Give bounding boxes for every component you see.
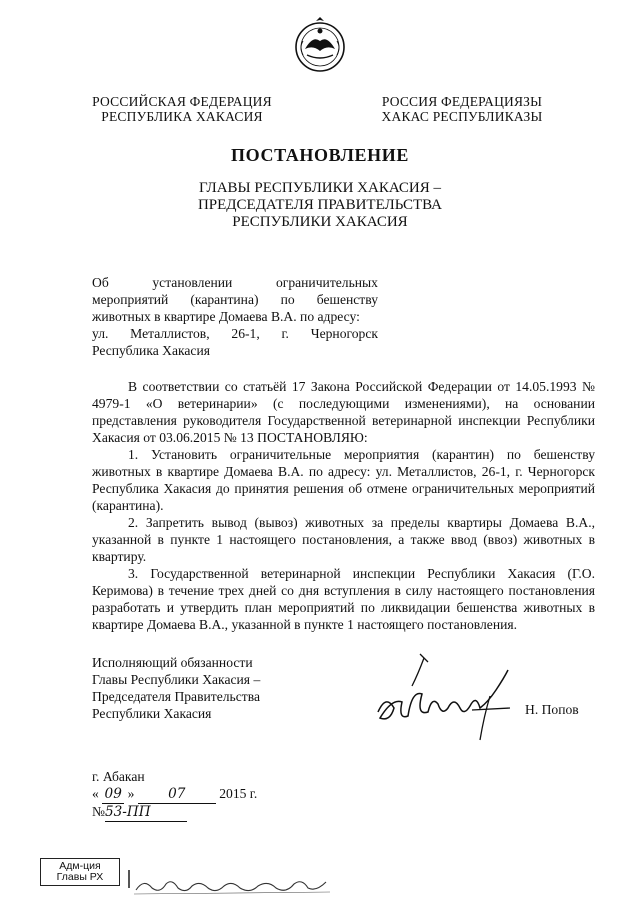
signatory-position [92, 654, 292, 722]
subject-word: по [280, 292, 295, 307]
date-year: 2015 г. [219, 786, 258, 801]
subject-word: Черногорск [310, 326, 378, 341]
header-left-line: РЕСПУБЛИКА ХАКАСИЯ [101, 109, 263, 124]
date-field [92, 785, 257, 804]
position-line: Республики Хакасия [92, 706, 212, 721]
item-1-paragraph: 1. Установить ограничительные мероприятия (карантин) по бешенству животных в квартире Домаева В.А. по адресу: ул. Металлистов, 26-1, г. Черногорск Республика Хакасия до принятия решения об отмене ограничительных мероприятий (карантина). [92, 447, 595, 513]
coat-of-arms-emblem [293, 15, 347, 75]
date-month: 07 [138, 786, 216, 804]
subtitle-line: РЕСПУБЛИКИ ХАКАСИЯ [232, 214, 408, 230]
subject-line: Республика Хакасия [92, 343, 210, 358]
date-close-quote: » [127, 786, 135, 801]
handwritten-signature [372, 650, 522, 750]
position-line: Главы Республики Хакасия – [92, 672, 261, 687]
position-line: Председателя Правительства [92, 689, 260, 704]
stamp-line: Адм-ция [59, 860, 101, 872]
subtitle-line: ГЛАВЫ РЕСПУБЛИКИ ХАКАСИЯ – [198, 180, 442, 196]
number-prefix: № [92, 804, 105, 819]
place-of-issue: г. Абакан [92, 769, 145, 784]
handwritten-note [130, 872, 340, 898]
header-left [88, 94, 276, 124]
subject-line [92, 291, 378, 308]
document-number [92, 803, 187, 822]
document-body [92, 378, 595, 633]
subject-line [92, 325, 378, 342]
subject-word: Об [92, 275, 109, 290]
subject-word: ограничительных [275, 275, 378, 290]
item-2-paragraph: 2. Запретить вывод (вывоз) животных за пределы квартиры Домаева В.А., указанной в пункте 1 настоящего постановления, а также ввод (ввоз) животных в квартиру. [92, 515, 595, 564]
number-value: 53-ПП [105, 804, 187, 822]
subject-word: мероприятий [92, 292, 169, 307]
document-title: ПОСТАНОВЛЕНИЕ [231, 145, 409, 165]
subject-line: животных в квартире Домаева В.А. по адресу: [92, 309, 360, 324]
subject-line [92, 274, 378, 291]
date-day: 09 [102, 786, 124, 804]
subject-word: установлении [152, 275, 233, 290]
subject-word: ул. [92, 326, 109, 341]
header-right-line: ХАКАС РЕСПУБЛИКАЗЫ [381, 109, 543, 124]
date-open-quote: « [92, 786, 99, 801]
subject-word: (карантина) [190, 292, 259, 307]
preamble-paragraph: В соответствии со статьёй 17 Закона Российской Федерации от 14.05.1993 № 4979-1 «О ветеринарии» (с последующими изменениями), на основании представления руководителя Государственной ветеринарной инспекции Республики Хакасия от 03.06.2015 № 13 ПОСТАНОВЛЯЮ: [92, 379, 595, 445]
signatory-name: Н. Попов [525, 702, 579, 717]
header-left-line: РОССИЙСКАЯ ФЕДЕРАЦИЯ [92, 94, 272, 109]
subject-word: бешенству [316, 292, 378, 307]
subject-word: 26-1, [231, 326, 260, 341]
subject-word: Металлистов, [130, 326, 210, 341]
position-line: Исполняющий обязанности [92, 655, 253, 670]
subtitle-line: ПРЕДСЕДАТЕЛЯ ПРАВИТЕЛЬСТВА [197, 197, 443, 213]
document-subtitle [150, 180, 490, 231]
item-3-paragraph: 3. Государственной ветеринарной инспекции Республики Хакасия (Г.О. Керимова) в течение трех дней со дня вступления в силу настоящего постановления разработать и утвердить план мероприятий по ликвидации бешенства животных в квартире Домаева В.А., указанной в пункте 1 настоящего постановления. [92, 566, 595, 632]
registration-stamp [40, 858, 120, 886]
subject-block [92, 274, 378, 359]
subject-word: г. [281, 326, 289, 341]
header-right-line: РОССИЯ ФЕДЕРАЦИЯЗЫ [381, 94, 543, 109]
header-right [372, 94, 552, 124]
stamp-line: Главы РХ [56, 871, 104, 883]
